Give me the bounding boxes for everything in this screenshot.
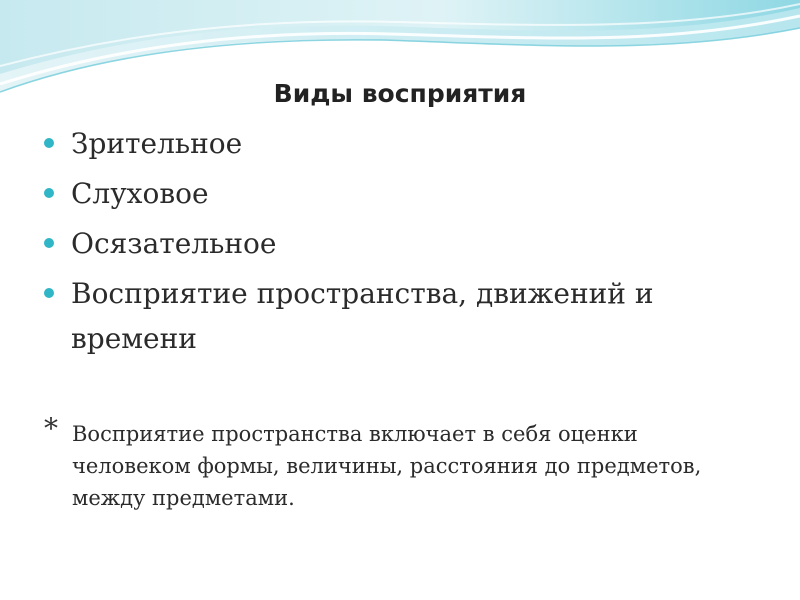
- bullet-dot-icon: [44, 288, 54, 298]
- bullet-item: [44, 121, 744, 166]
- bullet-dot-icon: [44, 138, 54, 148]
- bullet-dot-icon: [44, 238, 54, 248]
- bullet-text: Осязательное: [71, 227, 277, 260]
- bullet-text: Слуховое: [71, 177, 209, 210]
- bullet-text: Зрительное: [71, 127, 243, 160]
- footnote: [44, 412, 724, 514]
- slide-title: Виды восприятия: [273, 79, 527, 108]
- bullet-dot-icon: [44, 188, 54, 198]
- bullet-item: [44, 271, 744, 361]
- bullet-text: Восприятие пространства, движений и времени: [71, 277, 654, 355]
- bullet-item: [44, 221, 744, 266]
- footnote-marker: *: [44, 412, 58, 445]
- footnote-text: Восприятие пространства включает в себя оценки человеком формы, величины, расстояния до предметов, между предметами.: [72, 422, 702, 510]
- bullet-item: [44, 171, 744, 216]
- bullet-list: [44, 121, 744, 366]
